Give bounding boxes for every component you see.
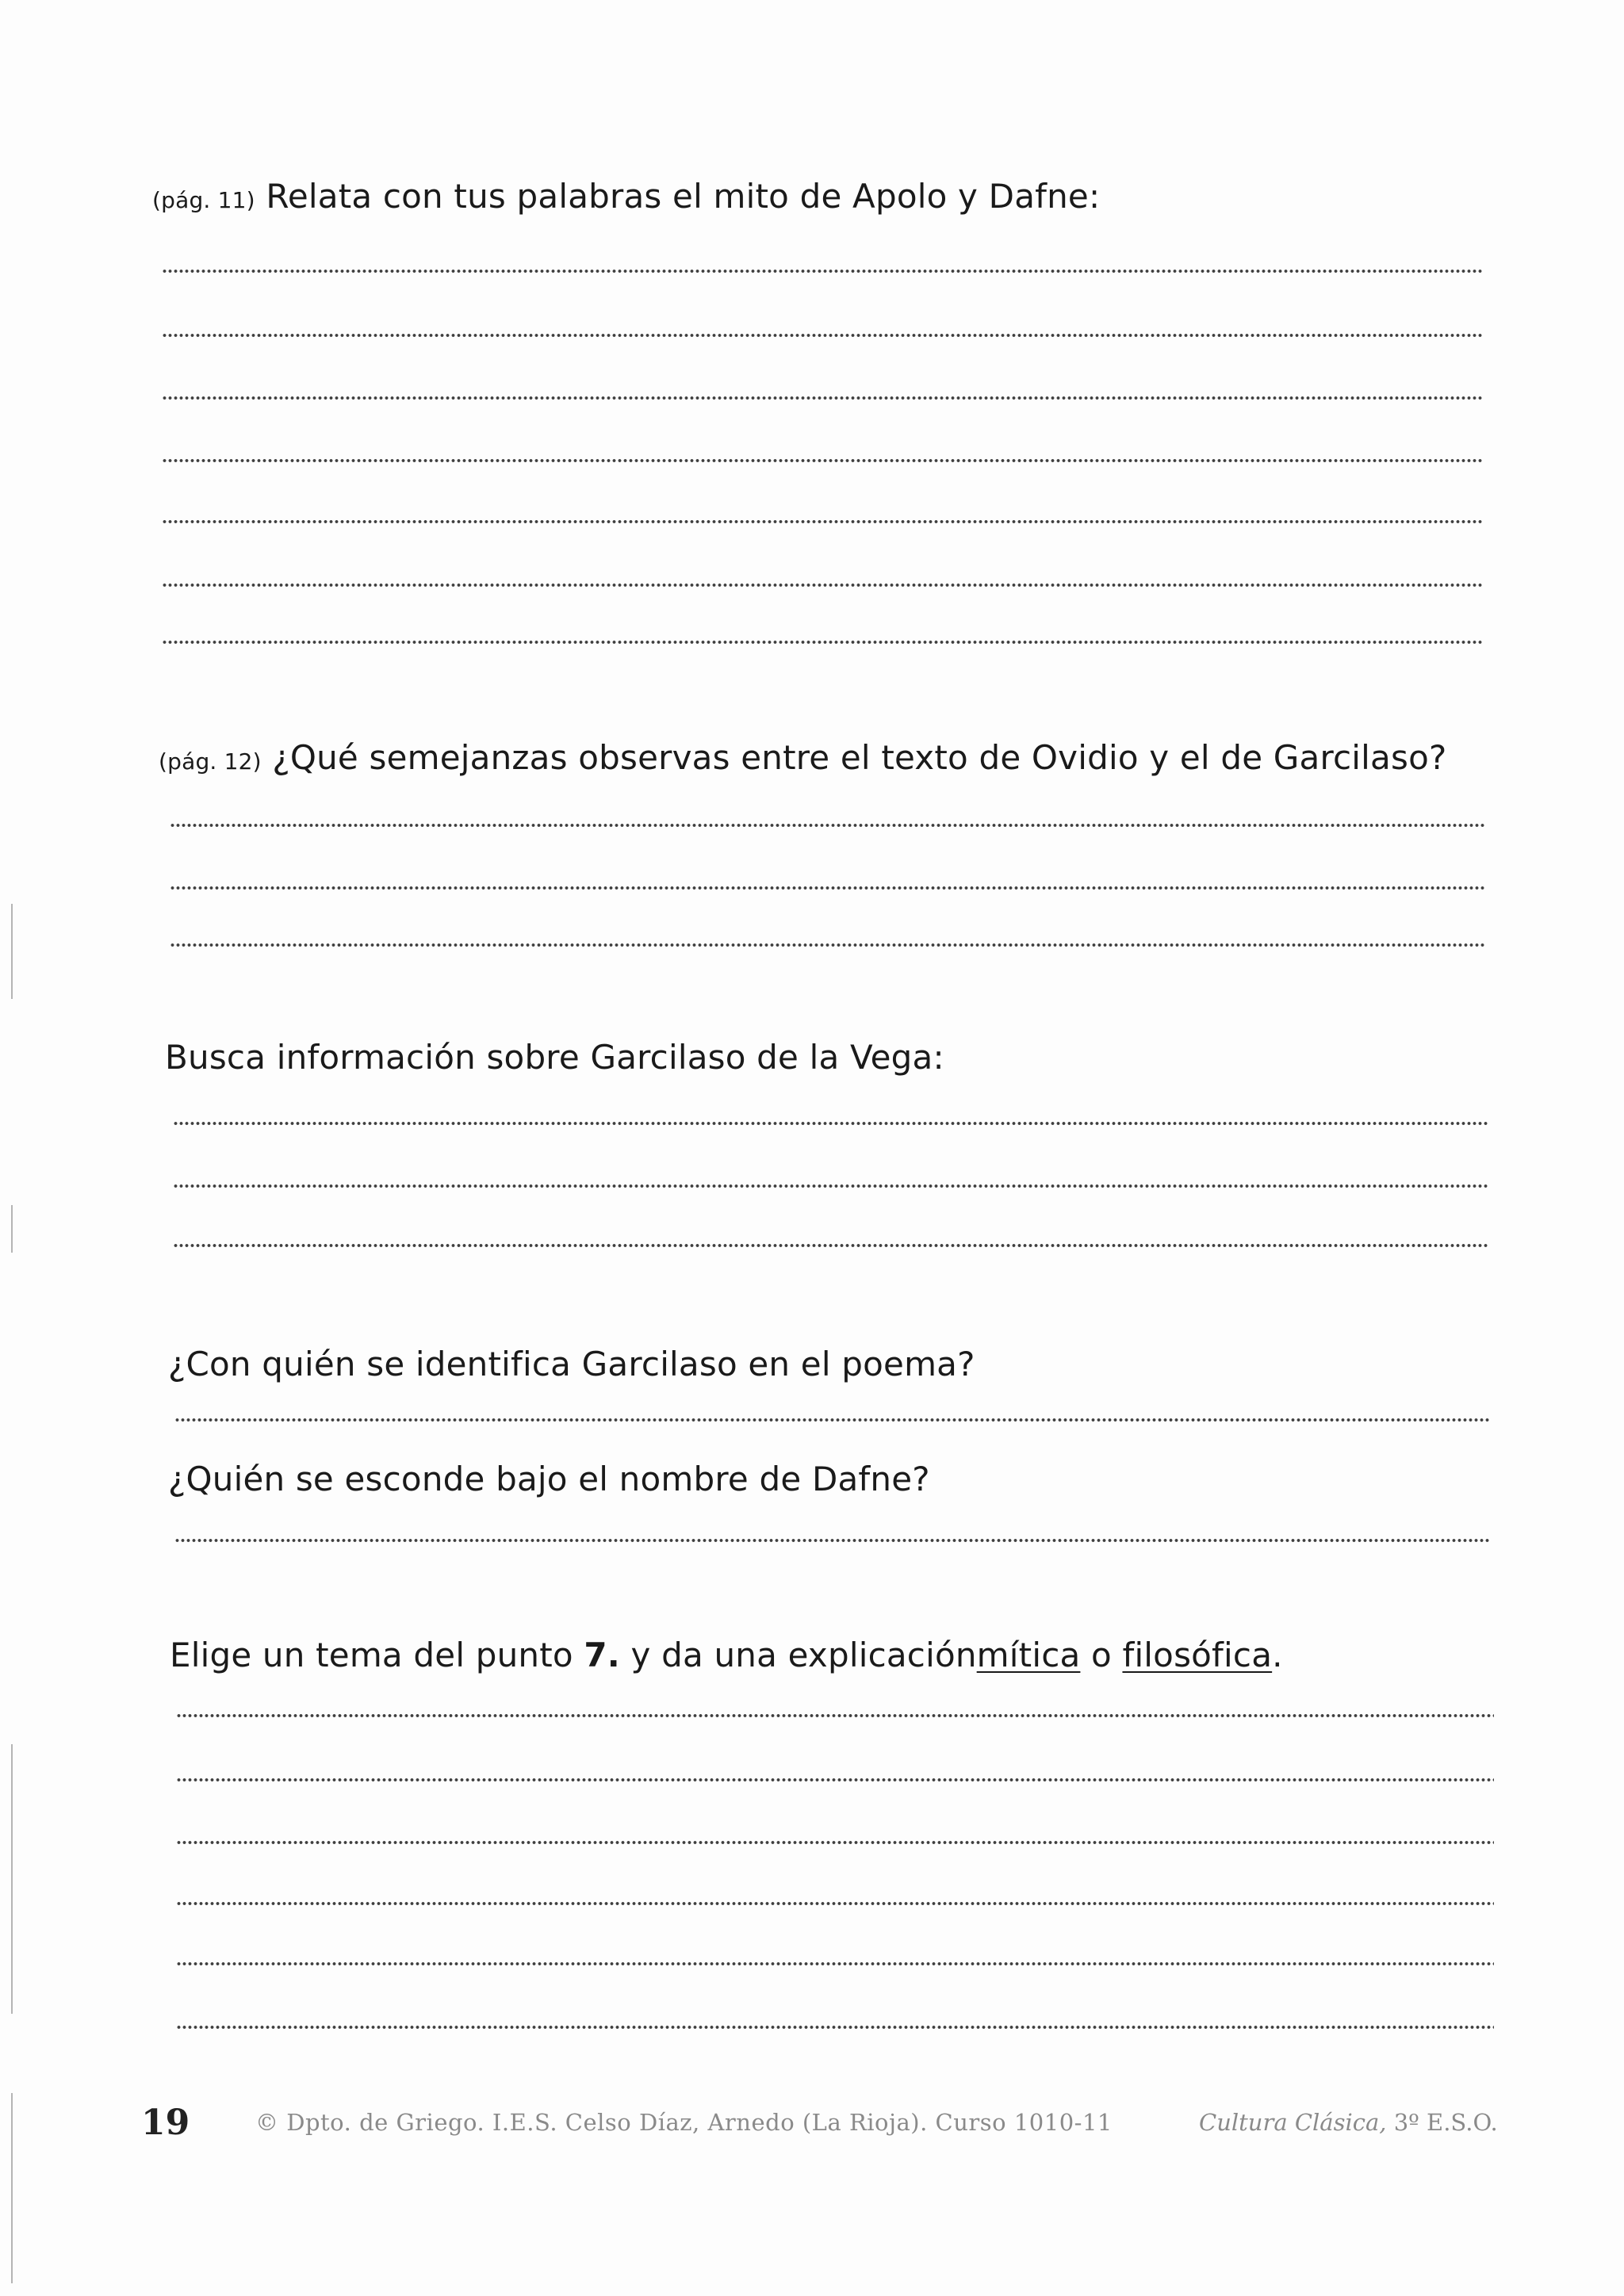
answer-line[interactable]	[162, 519, 1483, 524]
scan-mark	[11, 904, 13, 999]
question-text: Busca información sobre Garcilaso de la Vega:	[165, 1038, 944, 1077]
question-garcilaso-info	[165, 1037, 944, 1078]
answer-line[interactable]	[162, 333, 1483, 338]
answer-line[interactable]	[174, 1538, 1491, 1543]
page-reference: (pág. 12)	[159, 748, 262, 775]
answer-line[interactable]	[162, 583, 1483, 587]
answer-line[interactable]	[173, 1121, 1489, 1126]
answer-line[interactable]	[176, 1777, 1494, 1782]
question-tema-explicacion	[170, 1635, 1283, 1676]
answer-line[interactable]	[174, 1418, 1491, 1422]
answer-line[interactable]	[162, 458, 1483, 463]
answer-line[interactable]	[170, 886, 1486, 890]
answer-line[interactable]	[176, 2025, 1494, 2030]
connector: o	[1090, 1636, 1112, 1674]
question-text-middle: y da una explicación	[630, 1636, 977, 1674]
answer-line[interactable]	[176, 1961, 1494, 1966]
question-text: ¿Qué semejanzas observas entre el texto de Ovidio y el de Garcilaso?	[272, 738, 1447, 777]
question-text-start: Elige un tema del punto	[170, 1636, 573, 1674]
answer-line[interactable]	[162, 396, 1483, 400]
answer-line[interactable]	[173, 1184, 1489, 1188]
question-text: Relata con tus palabras el mito de Apolo y Dafne:	[266, 177, 1101, 216]
question-apolo-dafne	[152, 176, 1100, 221]
scan-mark	[11, 1744, 13, 2014]
page-number: 19	[141, 2103, 190, 2143]
course-title: Cultura Clásica,	[1199, 2109, 1387, 2136]
footer-course	[1199, 2109, 1498, 2136]
scan-mark	[11, 2093, 13, 2283]
answer-line[interactable]	[173, 1243, 1489, 1248]
option-mitica: mítica	[976, 1636, 1081, 1674]
answer-line[interactable]	[170, 943, 1486, 947]
page-reference: (pág. 11)	[152, 187, 255, 213]
question-garcilaso-identifica	[168, 1344, 975, 1385]
course-level: 3º E.S.O.	[1393, 2109, 1498, 2136]
footer-credit: © Dpto. de Griego. I.E.S. Celso Díaz, Arnedo (La Rioja). Curso 1010-11	[255, 2109, 1113, 2136]
answer-line[interactable]	[176, 1713, 1494, 1718]
question-end: .	[1272, 1636, 1283, 1674]
question-text: ¿Con quién se identifica Garcilaso en el poema?	[168, 1345, 975, 1383]
point-number: 7.	[584, 1636, 620, 1674]
answer-line[interactable]	[162, 640, 1483, 645]
question-text: ¿Quién se esconde bajo el nombre de Dafne?	[168, 1460, 930, 1498]
answer-line[interactable]	[176, 1840, 1494, 1845]
answer-line[interactable]	[162, 269, 1483, 274]
question-ovidio-garcilaso	[159, 737, 1446, 783]
scan-mark	[11, 1205, 13, 1253]
option-filosofica: filosófica	[1122, 1636, 1273, 1674]
answer-line[interactable]	[170, 823, 1486, 828]
question-dafne-nombre	[168, 1459, 930, 1500]
answer-line[interactable]	[176, 1901, 1494, 1906]
